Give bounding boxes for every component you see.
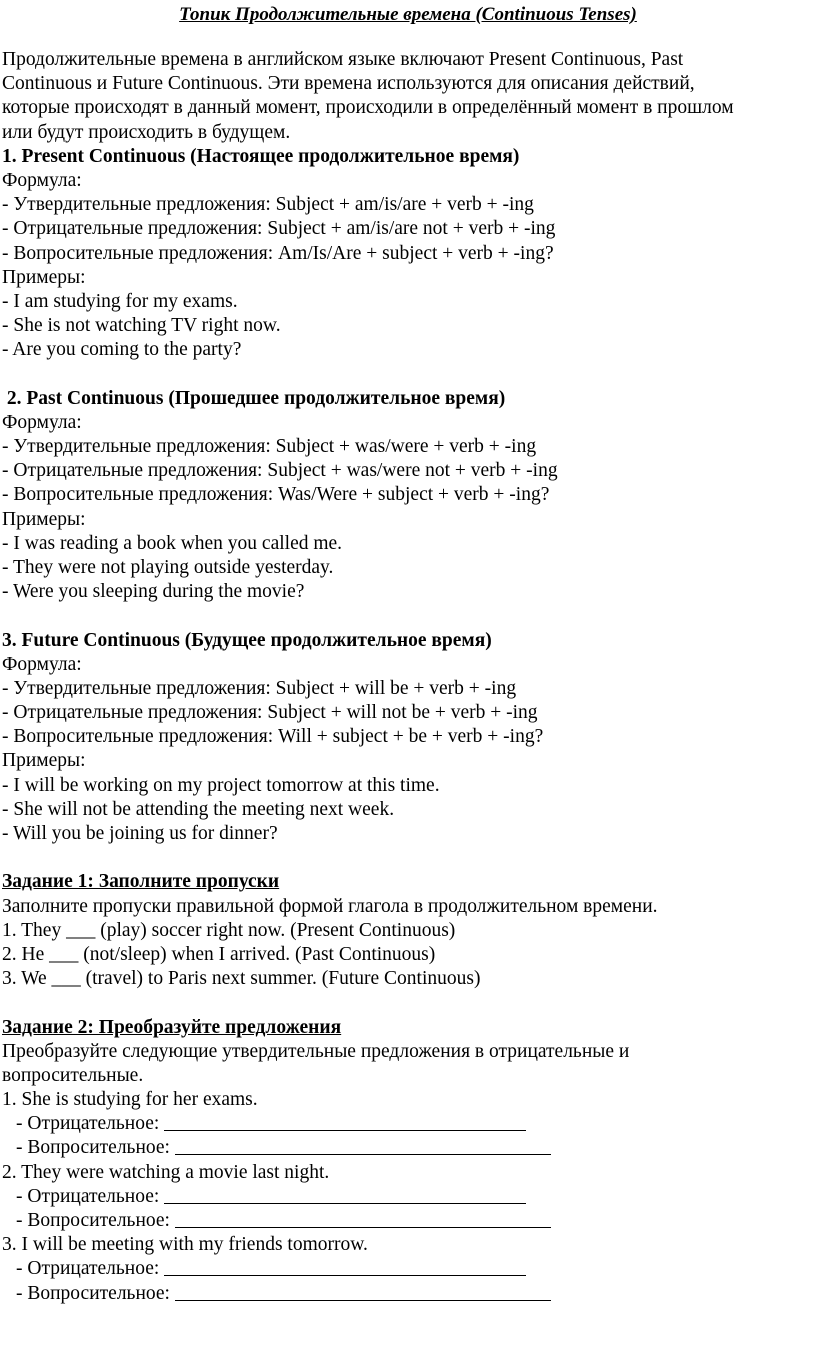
negative-label: - Отрицательное: bbox=[16, 1113, 165, 1135]
question-answer-row bbox=[2, 1136, 802, 1160]
spacer bbox=[2, 846, 802, 870]
task-item: 2. They were watching a movie last night. bbox=[2, 1161, 330, 1183]
intro-line: которые происходят в данный момент, происходили в определённый момент в прошлом bbox=[2, 97, 734, 119]
negative-answer-row bbox=[2, 1257, 802, 1281]
formula-line: - Вопросительные предложения: Am/Is/Are + subject + verb + -ing? bbox=[2, 242, 554, 264]
formula-line: - Отрицательные предложения: Subject + was/were not + verb + -ing bbox=[2, 460, 558, 482]
question-answer-row bbox=[2, 1209, 802, 1233]
question-answer-row bbox=[2, 1282, 802, 1306]
task-instruction: Преобразуйте следующие утвердительные предложения в отрицательные и bbox=[2, 1040, 630, 1062]
task-instruction: Заполните пропуски правильной формой глагола в продолжительном времени. bbox=[2, 895, 658, 917]
task-1 bbox=[2, 870, 802, 991]
formula-line: - Отрицательные предложения: Subject + am/is/are not + verb + -ing bbox=[2, 218, 556, 240]
section-heading: 1. Present Continuous (Настоящее продолжительное время) bbox=[2, 145, 520, 167]
question-label: - Вопросительное: bbox=[16, 1282, 175, 1304]
task-instruction: вопросительные. bbox=[2, 1064, 144, 1086]
negative-answer-blank[interactable] bbox=[164, 1185, 526, 1204]
formula-line: - Отрицательные предложения: Subject + will not be + verb + -ing bbox=[2, 702, 538, 724]
formula-line: - Вопросительные предложения: Was/Were + subject + verb + -ing? bbox=[2, 484, 550, 506]
section-heading: 3. Future Continuous (Будущее продолжительное время) bbox=[2, 629, 492, 651]
section-heading: 2. Past Continuous (Прошедшее продолжительное время) bbox=[2, 387, 506, 409]
section-future-continuous bbox=[2, 629, 802, 847]
example-line: - She will not be attending the meeting next week. bbox=[2, 798, 395, 820]
task-item: 1. They ___ (play) soccer right now. (Present Continuous) bbox=[2, 919, 456, 941]
document-body bbox=[2, 48, 802, 1306]
question-label: - Вопросительное: bbox=[16, 1137, 175, 1159]
formula-label: Формула: bbox=[2, 653, 82, 675]
question-answer-blank[interactable] bbox=[175, 1209, 551, 1228]
task-item: 2. He ___ (not/sleep) when I arrived. (Past Continuous) bbox=[2, 943, 436, 965]
section-present-continuous bbox=[2, 145, 802, 363]
section-past-continuous bbox=[2, 387, 802, 605]
example-line: - I was reading a book when you called me. bbox=[2, 532, 343, 554]
negative-answer-row bbox=[2, 1185, 802, 1209]
formula-label: Формула: bbox=[2, 411, 82, 433]
intro-line: Продолжительные времена в английском языке включают Present Continuous, Past bbox=[2, 49, 684, 70]
question-label: - Вопросительное: bbox=[16, 1210, 175, 1231]
task-item: 3. I will be meeting with my friends tomorrow. bbox=[2, 1234, 368, 1256]
negative-answer-blank[interactable] bbox=[164, 1257, 526, 1276]
formula-line: - Вопросительные предложения: Will + subject + be + verb + -ing? bbox=[2, 726, 544, 748]
intro-line: Continuous и Future Continuous. Эти времена используются для описания действий, bbox=[2, 73, 695, 95]
question-answer-blank[interactable] bbox=[175, 1282, 551, 1301]
formula-line: - Утвердительные предложения: Subject + will be + verb + -ing bbox=[2, 677, 517, 699]
examples-label: Примеры: bbox=[2, 508, 86, 530]
example-line: - I will be working on my project tomorrow at this time. bbox=[2, 774, 440, 796]
negative-label: - Отрицательное: bbox=[16, 1185, 165, 1207]
task-item: 3. We ___ (travel) to Paris next summer. (Future Continuous) bbox=[2, 968, 481, 990]
examples-label: Примеры: bbox=[2, 750, 86, 772]
document-title: Топик Продолжительные времена (Continuous Tenses) bbox=[179, 4, 637, 25]
task-2 bbox=[2, 1016, 802, 1306]
formula-label: Формула: bbox=[2, 169, 82, 191]
intro-paragraph bbox=[2, 48, 802, 145]
formula-line: - Утвердительные предложения: Subject + was/were + verb + -ing bbox=[2, 436, 537, 457]
task-heading: Задание 2: Преобразуйте предложения bbox=[2, 1016, 342, 1038]
example-line: - I am studying for my exams. bbox=[2, 290, 238, 312]
negative-label: - Отрицательное: bbox=[16, 1258, 165, 1280]
question-answer-blank[interactable] bbox=[175, 1136, 551, 1155]
example-line: - She is not watching TV right now. bbox=[2, 315, 281, 337]
examples-label: Примеры: bbox=[2, 266, 86, 288]
negative-answer-row bbox=[2, 1112, 802, 1136]
spacer bbox=[2, 362, 802, 386]
example-line: - Were you sleeping during the movie? bbox=[2, 581, 305, 603]
spacer bbox=[2, 991, 802, 1015]
negative-answer-blank[interactable] bbox=[164, 1112, 526, 1131]
formula-line: - Утвердительные предложения: Subject + am/is/are + verb + -ing bbox=[2, 194, 534, 216]
task-heading: Задание 1: Заполните пропуски bbox=[2, 871, 280, 893]
spacer bbox=[2, 604, 802, 628]
example-line: - Are you coming to the party? bbox=[2, 339, 242, 361]
example-line: - Will you be joining us for dinner? bbox=[2, 823, 278, 844]
example-line: - They were not playing outside yesterday. bbox=[2, 556, 334, 578]
intro-line: или будут происходить в будущем. bbox=[2, 121, 291, 143]
task-item: 1. She is studying for her exams. bbox=[2, 1089, 258, 1111]
